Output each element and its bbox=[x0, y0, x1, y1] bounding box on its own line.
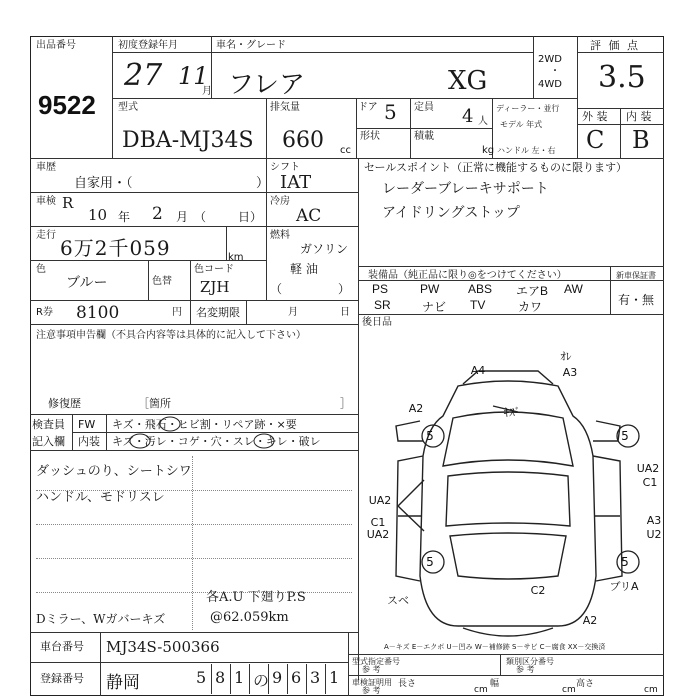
name-change-month: 月 bbox=[288, 307, 298, 318]
damage-mark: ｵﾚ bbox=[560, 350, 572, 363]
warranty-label: 新車保証書 bbox=[616, 271, 656, 280]
inspection-year: 10 bbox=[88, 206, 108, 224]
damage-mark: 5 bbox=[621, 555, 629, 569]
damage-mark: A4 bbox=[470, 364, 486, 377]
kg-unit: kg bbox=[482, 145, 495, 156]
damage-mark: UA2 bbox=[636, 462, 660, 475]
registration-digit: 8 bbox=[215, 668, 226, 687]
damage-mark: 5 bbox=[426, 429, 434, 443]
inspector-label-1: 検査員 bbox=[32, 418, 65, 431]
warranty-value: 有・無 bbox=[618, 293, 655, 307]
4wd-label: 4WD bbox=[538, 79, 562, 90]
inspection-day-unit: 日） bbox=[238, 210, 263, 224]
inspection-day-open: （ bbox=[194, 210, 207, 224]
score-label: 評 価 点 bbox=[590, 39, 640, 52]
km-unit: km bbox=[228, 252, 244, 263]
inspector-row2-text: キズ・汚レ・コゲ・穴・スレ・キレ・破レ bbox=[112, 435, 321, 448]
doors-value: 5 bbox=[384, 100, 397, 124]
capacity-label: 定員 bbox=[414, 102, 434, 113]
mileage-label: 走行 bbox=[36, 230, 56, 241]
handle-label: ハンドル 左・右 bbox=[497, 146, 556, 155]
damage-mark: A2 bbox=[408, 402, 424, 415]
registration-digit: 3 bbox=[310, 668, 321, 687]
shift-label: シフト bbox=[270, 162, 300, 173]
repair-history-label: 修復歴 bbox=[48, 397, 81, 410]
capacity-value: 4 bbox=[462, 106, 474, 127]
inspector-row1-key: FW bbox=[78, 418, 96, 431]
selling-points-label: セールスポイント（正常に機能するものに限ります） bbox=[364, 161, 628, 174]
chassis-value: MJ34S-500366 bbox=[106, 638, 220, 656]
registration-digit: 5 bbox=[196, 668, 207, 687]
car-name: フレア bbox=[228, 70, 305, 100]
wd-dot: ・ bbox=[550, 66, 560, 77]
history-value: 自家用・（ bbox=[74, 176, 133, 191]
inspection-r: R bbox=[62, 194, 74, 212]
length-label: 長さ bbox=[398, 679, 417, 689]
equipment-item: ナビ bbox=[422, 300, 447, 314]
year-unit: 年 bbox=[118, 210, 131, 224]
length-unit: cm bbox=[474, 685, 488, 695]
shape-label: 形状 bbox=[360, 131, 380, 142]
equipment-item: カワ bbox=[518, 300, 543, 314]
color-label: 色 bbox=[36, 264, 46, 275]
exterior-grade: C bbox=[586, 126, 605, 154]
registration-prefecture: 静岡 bbox=[106, 673, 140, 693]
interior-label: 内 装 bbox=[626, 110, 652, 123]
car-model-label: 車名・グレード bbox=[216, 40, 286, 51]
first-reg-month: 11 bbox=[178, 62, 209, 90]
damage-mark: C1 bbox=[370, 516, 386, 529]
registration-digit: の bbox=[253, 671, 270, 690]
inspection-month: 2 bbox=[152, 204, 163, 224]
registration-digit: 1 bbox=[234, 668, 245, 687]
height-label: 高さ bbox=[576, 679, 595, 689]
yen-unit: 円 bbox=[172, 307, 182, 318]
dealer-label: ディーラー・並行 bbox=[496, 104, 560, 113]
doors-label: ドア bbox=[358, 102, 378, 113]
registration-digit: 6 bbox=[291, 668, 302, 687]
note-bottom-2: Dミラー、Wガバーキズ bbox=[36, 612, 166, 626]
name-change-day: 日 bbox=[340, 307, 350, 318]
first-reg-label: 初度登録年月 bbox=[118, 40, 178, 51]
grade: XG bbox=[448, 66, 488, 96]
selling-point-1: レーダーブレーキサポート bbox=[382, 181, 549, 197]
inspector-row1-text: キズ・飛石・ヒビ割・リペア跡・×要 bbox=[112, 418, 297, 431]
type-label: 型式 bbox=[118, 102, 138, 113]
score-value: 3.5 bbox=[598, 60, 646, 95]
displacement-label: 排気量 bbox=[270, 102, 300, 113]
recycle-label: R券 bbox=[36, 307, 53, 318]
attention-label: 注意事項申告欄（不具合内容等は具体的に記入して下さい） bbox=[36, 330, 306, 341]
damage-mark: ブリA bbox=[609, 580, 639, 593]
class-label: 類別区分番号 bbox=[506, 657, 554, 666]
shift-value: IAT bbox=[280, 172, 312, 193]
capacity-unit: 人 bbox=[478, 116, 488, 127]
type-value: DBA-MJ34S bbox=[122, 128, 254, 153]
damage-legend: A－キズ E－エクボ U－凹み W－補修跡 S－サビ C－腐食 XX－交換済 bbox=[384, 643, 606, 651]
exterior-label: 外 装 bbox=[582, 110, 608, 123]
equipment-item: エアB bbox=[516, 284, 549, 298]
equipment-item: ABS bbox=[468, 282, 493, 296]
damage-mark: UA2 bbox=[368, 494, 392, 507]
damage-mark: ｷｽﾞ bbox=[503, 406, 521, 419]
damage-mark: U2 bbox=[646, 528, 662, 541]
equipment-item: PW bbox=[420, 282, 440, 296]
note-line-2: ハンドル、モドリスレ bbox=[36, 490, 165, 505]
displacement-value: 660 bbox=[282, 128, 324, 153]
equipment-item: PS bbox=[372, 282, 389, 296]
fuel-value-gasoline: ガソリン bbox=[300, 242, 349, 256]
color-value: ブルー bbox=[66, 275, 108, 291]
equipment-item: TV bbox=[470, 298, 486, 312]
type-cert-label: 型式指定番号 bbox=[352, 657, 400, 666]
history-label: 車歴 bbox=[36, 162, 56, 173]
load-label: 積載 bbox=[414, 131, 434, 142]
mileage-value: 6万2千059 bbox=[60, 236, 171, 260]
inspection-month-unit: 月 bbox=[176, 210, 189, 224]
note-bottom-3: @62.059km bbox=[210, 610, 289, 625]
repair-bracket-close: ］ bbox=[340, 397, 351, 410]
selling-point-2: アイドリングストップ bbox=[382, 205, 520, 221]
first-reg-year: 27 bbox=[124, 58, 163, 93]
registration-digit: 9 bbox=[272, 668, 283, 687]
class-sub: 参 考 bbox=[516, 665, 535, 674]
inspection-label: 車検 bbox=[36, 196, 56, 207]
damage-mark: 5 bbox=[426, 555, 434, 569]
color-code-label: 色コード bbox=[194, 264, 234, 275]
fuel-paren-open: （ bbox=[270, 282, 283, 296]
rear-seat-label: 後日品 bbox=[362, 317, 392, 328]
fuel-label: 燃料 bbox=[270, 230, 290, 241]
interior-grade: B bbox=[632, 126, 650, 154]
repair-bracket: ［箇所 bbox=[138, 397, 171, 410]
recycle-value: 8100 bbox=[76, 303, 120, 323]
width-label: 幅 bbox=[490, 679, 500, 689]
note-bottom-1: 各A.U 下廻りP.S bbox=[206, 590, 306, 605]
name-change-label: 名変期限 bbox=[196, 306, 240, 319]
damage-mark: A2 bbox=[582, 614, 598, 627]
inspector-label-2: 記入欄 bbox=[32, 435, 65, 448]
registration-digit: 1 bbox=[329, 668, 340, 687]
damage-mark: スベ bbox=[387, 594, 409, 607]
width-unit: cm bbox=[562, 685, 576, 695]
damage-mark: A3 bbox=[646, 514, 662, 527]
cooling-value: AC bbox=[296, 206, 322, 226]
height-unit: cm bbox=[644, 685, 658, 695]
month-unit: 月 bbox=[202, 86, 212, 97]
car-damage-diagram bbox=[358, 326, 664, 656]
lot-number: 9522 bbox=[38, 90, 96, 120]
cooling-label: 冷房 bbox=[270, 196, 290, 207]
equipment-item: AW bbox=[564, 282, 583, 296]
history-close: ） bbox=[256, 176, 270, 191]
equipment-item: SR bbox=[374, 298, 391, 312]
damage-mark: C1 bbox=[642, 476, 658, 489]
inspector-row2-key: 内装 bbox=[78, 435, 100, 448]
damage-mark: C2 bbox=[530, 584, 546, 597]
cc-unit: cc bbox=[340, 145, 351, 156]
type-cert-sub: 参 考 bbox=[362, 665, 381, 674]
registration-label: 登録番号 bbox=[40, 672, 84, 685]
lot-label: 出品番号 bbox=[36, 40, 76, 51]
note-line-1: ダッシュのり、シートシワ bbox=[36, 464, 192, 479]
2wd-label: 2WD bbox=[538, 54, 562, 65]
cert-label: 車検証明用 bbox=[352, 678, 392, 687]
fuel-value-light-oil: 軽 油 bbox=[290, 262, 318, 276]
damage-mark: UA2 bbox=[366, 528, 390, 541]
color-change-label: 色替 bbox=[152, 276, 172, 287]
color-code-value: ZJH bbox=[200, 278, 230, 296]
equipment-label: 装備品（純正品に限り◎をつけてください） bbox=[368, 270, 567, 281]
fuel-paren-close: ） bbox=[338, 282, 351, 296]
cert-sub: 参 考 bbox=[362, 686, 381, 695]
damage-mark: A3 bbox=[562, 366, 578, 379]
damage-mark: 5 bbox=[621, 429, 629, 443]
model-year-label: モデル 年式 bbox=[500, 120, 543, 129]
chassis-label: 車台番号 bbox=[40, 640, 84, 653]
